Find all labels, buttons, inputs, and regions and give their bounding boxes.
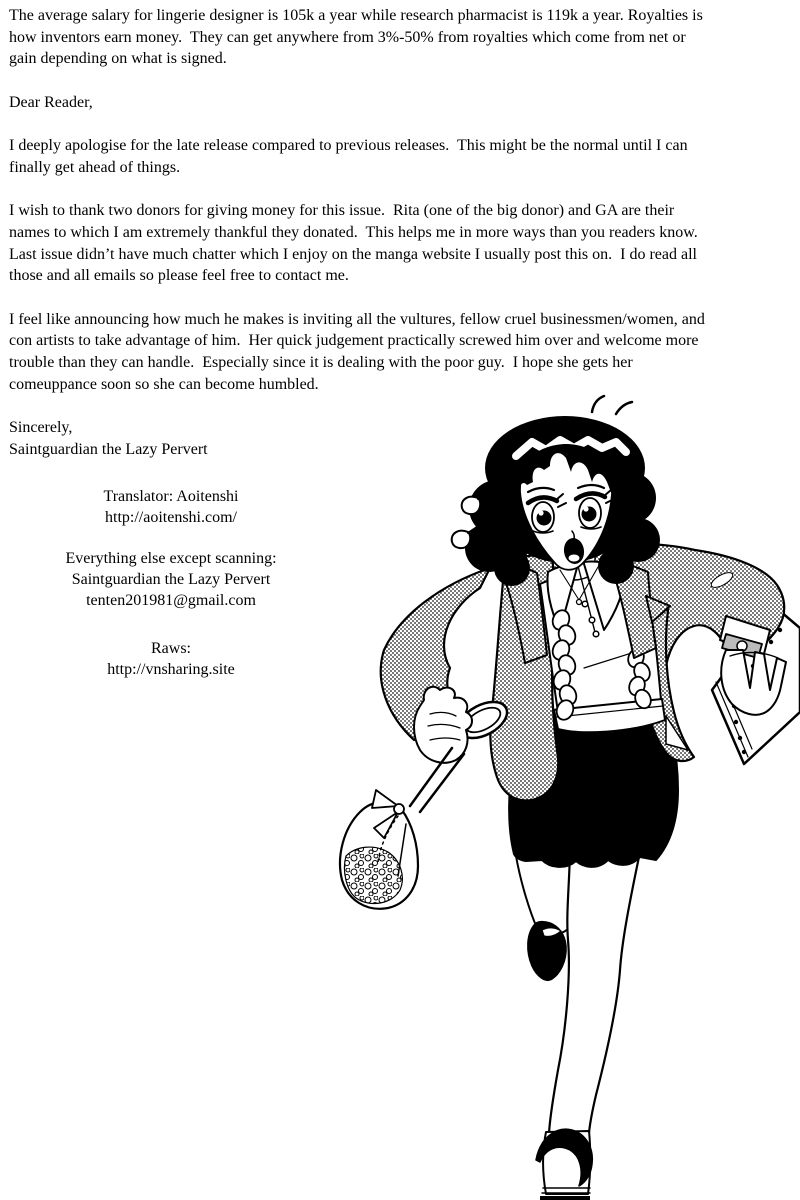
translator-label: Translator: Aoitenshi	[103, 488, 239, 505]
apology-paragraph	[9, 135, 795, 178]
staff-label: Everything else except scanning:	[65, 550, 277, 567]
intro-paragraph	[9, 5, 795, 70]
letter-line: finally get ahead of things.	[9, 158, 181, 176]
closing: Sincerely,	[9, 419, 73, 437]
pendant	[577, 600, 582, 605]
salutation	[9, 92, 795, 114]
staff-name: Saintguardian the Lazy Pervert	[71, 571, 271, 588]
letter-line: names to which I am extremely thankful they donated. This helps me in more ways than you readers know.	[9, 223, 698, 241]
raws-label: Raws:	[151, 640, 191, 657]
letter-line: I deeply apologise for the late release compared to previous releases. This might be the normal until I can	[9, 137, 688, 155]
raws-url: http://vnsharing.site	[107, 661, 235, 678]
letter-line: gain depending on what is signed.	[9, 50, 227, 68]
closing-block	[9, 417, 795, 460]
staff-email: tenten201981@gmail.com	[86, 592, 256, 609]
letter-line: I feel like announcing how much he makes is inviting all the vultures, fellow cruel businessmen/women, and	[9, 310, 705, 328]
letter-line: those and all emails so please feel free to contact me.	[9, 267, 349, 285]
letter-line: trouble than they can handle. Especially since it is dealing with the poor guy. I hope she gets her	[9, 354, 633, 372]
commentary-paragraph	[9, 309, 795, 396]
earring	[614, 566, 618, 570]
handbag-group	[340, 687, 513, 909]
letter-line: I wish to thank two donors for giving money for this issue. Rita (one of the big donor) and GA are their	[9, 202, 675, 220]
letter-line: how inventors earn money. They can get anywhere from 3%-50% from royalties which come from net or	[9, 28, 686, 46]
rear-leg	[516, 856, 572, 980]
signature: Saintguardian the Lazy Pervert	[9, 440, 208, 458]
letter-line: Dear Reader,	[9, 93, 93, 111]
translator-url: http://aoitenshi.com/	[105, 509, 237, 526]
thanks-paragraph	[9, 200, 795, 287]
letter-line: The average salary for lingerie designer is 105k a year while research pharmacist is 119k a year. Royalties is	[9, 7, 703, 24]
letter-line: con artists to take advantage of him. Her quick judgement practically screwed him over and welcome more	[9, 332, 699, 350]
translator-credit	[0, 486, 342, 528]
staff-credit	[0, 548, 342, 611]
letter-line: comeuppance soon so she can become humbled.	[9, 375, 319, 393]
raws-credit	[0, 638, 342, 680]
front-shoe	[536, 1129, 592, 1200]
letter-line: Last issue didn’t have much chatter which I enjoy on the manga website I usually post this on. I do read all	[9, 245, 697, 263]
letter-body	[9, 5, 795, 461]
